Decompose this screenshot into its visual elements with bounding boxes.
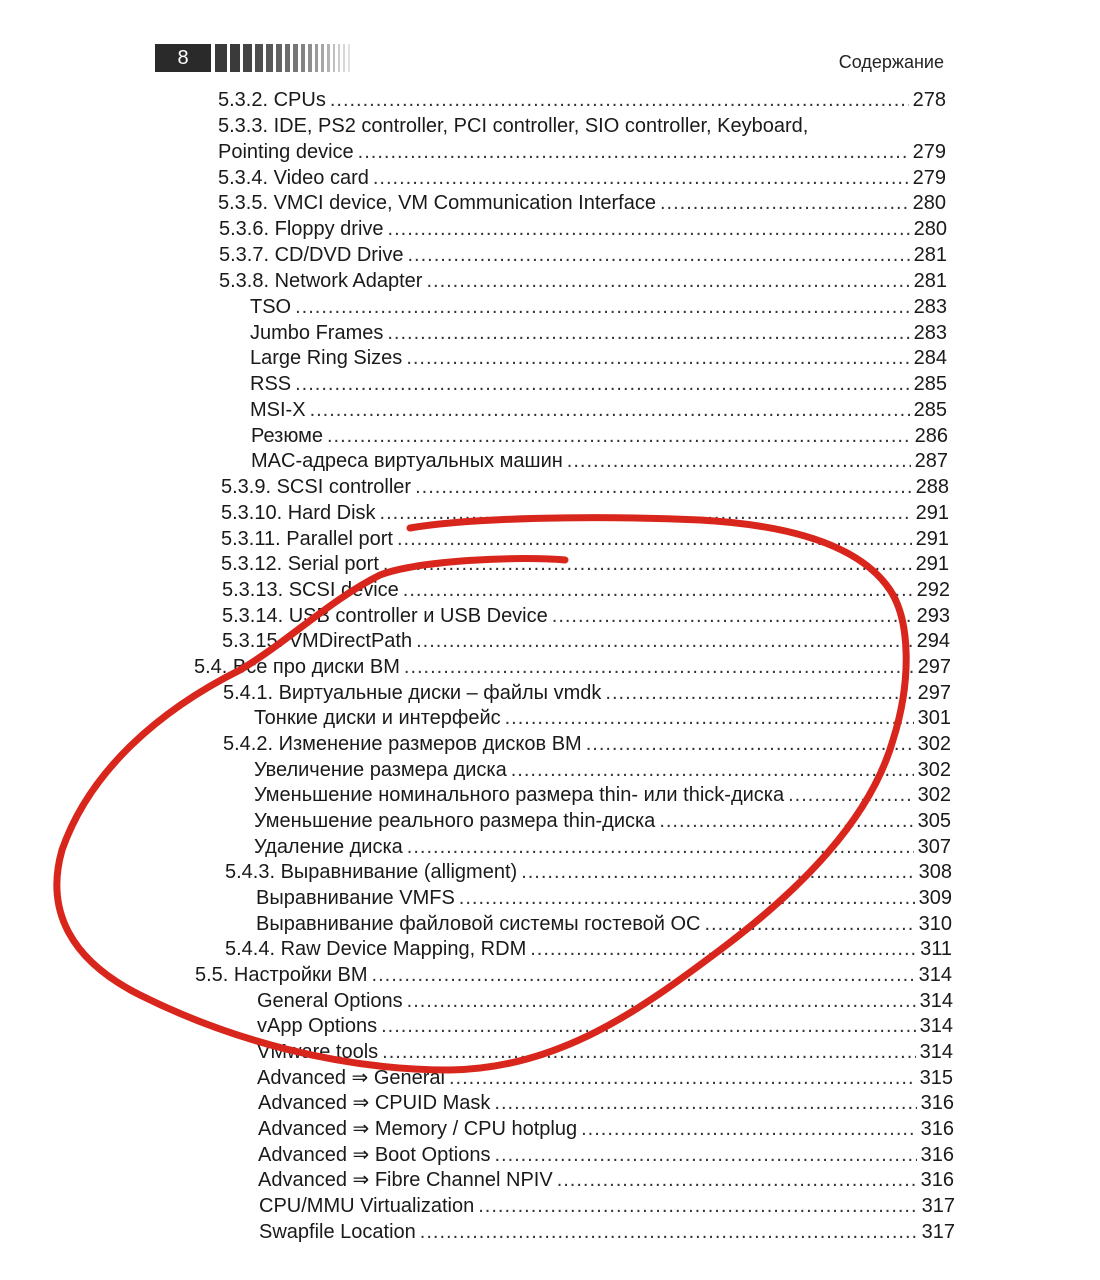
toc-leader-dots [407, 989, 916, 1013]
header-stripe [308, 44, 312, 72]
toc-leader-dots [505, 706, 914, 730]
toc-entry-label: Advanced ⇒ General [257, 1067, 445, 1089]
toc-entry[interactable] [223, 679, 951, 705]
toc-entry-label: 5.3.7. CD/DVD Drive [219, 244, 404, 266]
toc-entry-page: 283 [913, 322, 947, 344]
toc-entry[interactable] [225, 858, 952, 884]
toc-entry-page: 310 [918, 913, 952, 935]
toc-entry[interactable] [256, 884, 952, 910]
toc-entry-label: Large Ring Sizes [250, 347, 403, 369]
header-stripe [343, 44, 345, 72]
toc-entry-label: Выравнивание файловой системы гостевой ОС [256, 913, 701, 935]
toc-leader-dots [382, 1040, 915, 1064]
toc-entry[interactable] [222, 627, 950, 653]
toc-leader-dots [660, 191, 909, 215]
toc-leader-dots [459, 886, 915, 910]
toc-entry-page: 291 [915, 502, 949, 524]
toc-entry-page: 314 [918, 964, 952, 986]
toc-entry-page: 314 [919, 990, 953, 1012]
toc-entry[interactable] [250, 370, 947, 396]
header-stripe [285, 44, 290, 72]
toc-entry-page: 305 [917, 810, 951, 832]
toc-entry-label: 5.3.8. Network Adapter [219, 270, 423, 292]
toc-leader-dots [381, 1014, 916, 1038]
toc-entry-label: Тонкие диски и интерфейс [254, 707, 501, 729]
toc-entry[interactable] [259, 1218, 955, 1244]
toc-leader-dots [404, 655, 914, 679]
toc-leader-dots [416, 629, 913, 653]
toc-leader-dots [557, 1168, 917, 1192]
toc-entry-label: Swapfile Location [259, 1221, 416, 1243]
toc-entry-page: 316 [920, 1118, 954, 1140]
toc-entry[interactable] [251, 422, 948, 448]
header-stripe [348, 44, 350, 72]
toc-entry[interactable] [254, 833, 951, 859]
header-stripe [315, 44, 318, 72]
toc-entry[interactable] [250, 293, 947, 319]
toc-leader-dots [420, 1220, 918, 1244]
toc-entry-label: CPU/MMU Virtualization [259, 1195, 475, 1217]
toc-leader-dots [426, 269, 909, 293]
toc-entry-label: Advanced ⇒ Boot Options [258, 1144, 491, 1166]
toc-entry-label: VMware tools [257, 1041, 379, 1063]
toc-entry-label: 5.4.3. Выравнивание (alligment) [225, 861, 518, 883]
toc-entry[interactable] [221, 525, 949, 551]
toc-entry-label: 5.3.12. Serial port [221, 553, 379, 575]
toc-entry-page: 302 [917, 759, 951, 781]
toc-entry[interactable] [219, 241, 947, 267]
toc-entry-label: Увеличение размера диска [254, 759, 507, 781]
toc-entry-label: 5.3.14. USB controller и USB Device [222, 605, 548, 627]
toc-entry-page: 280 [913, 218, 947, 240]
toc-leader-dots [415, 475, 912, 499]
toc-entry-page: 314 [919, 1015, 953, 1037]
toc-leader-dots [494, 1091, 916, 1115]
toc-entry[interactable] [194, 653, 951, 679]
toc-entry-page: 280 [912, 192, 946, 214]
toc-entry[interactable] [222, 576, 950, 602]
header-stripe [301, 44, 305, 72]
toc-leader-dots [372, 963, 915, 987]
toc-entry[interactable] [218, 164, 946, 190]
toc-entry[interactable] [218, 86, 946, 112]
toc-entry-page: 309 [918, 887, 952, 909]
toc-entry[interactable] [221, 473, 949, 499]
toc-leader-dots [530, 937, 916, 961]
toc-leader-dots [310, 398, 910, 422]
toc-entry[interactable] [254, 756, 951, 782]
toc-entry[interactable] [218, 189, 946, 215]
toc-entry-label: 5.3.10. Hard Disk [221, 502, 376, 524]
toc-entry[interactable] [257, 1012, 953, 1038]
toc-entry[interactable] [219, 267, 947, 293]
toc-entry-page: 302 [917, 784, 951, 806]
toc-entry-label: Уменьшение номинального размера thin- или thick-диска [254, 784, 785, 806]
toc-entry[interactable] [218, 112, 946, 138]
toc-entry[interactable] [251, 447, 948, 473]
toc-entry[interactable] [257, 1038, 953, 1064]
toc-entry[interactable] [257, 1064, 953, 1090]
header-stripe [338, 44, 340, 72]
toc-entry-label: 5.3.9. SCSI controller [221, 476, 412, 498]
toc-entry[interactable] [257, 987, 953, 1013]
toc-entry-label: Advanced ⇒ Fibre Channel NPIV [258, 1169, 553, 1191]
toc-leader-dots [295, 372, 910, 396]
toc-entry[interactable] [254, 781, 951, 807]
toc-entry[interactable] [195, 961, 952, 987]
toc-entry-label: MAC-адреса виртуальных машин [251, 450, 563, 472]
toc-entry-label: vApp Options [257, 1015, 378, 1037]
toc-leader-dots [511, 758, 914, 782]
toc-entry-page: 279 [912, 167, 946, 189]
toc-entry-label: 5.5. Настройки ВМ [195, 964, 368, 986]
toc-entry[interactable] [259, 1192, 955, 1218]
toc-entry-page: 285 [913, 373, 947, 395]
toc-entry-label: 5.3.11. Parallel port [221, 528, 393, 550]
toc-entry-page: 316 [920, 1144, 954, 1166]
toc-entry-label: General Options [257, 990, 403, 1012]
toc-entry[interactable] [218, 138, 946, 164]
toc-entry-page: 317 [921, 1195, 955, 1217]
toc-leader-dots [788, 783, 914, 807]
toc-leader-dots [380, 501, 912, 525]
header-stripe [230, 44, 240, 72]
toc-entry-label: 5.4. Все про диски ВМ [194, 656, 400, 678]
toc-entry[interactable] [258, 1141, 954, 1167]
toc-entry-label: 5.3.2. CPUs [218, 89, 326, 111]
toc-entry[interactable] [221, 499, 949, 525]
toc-leader-dots [397, 527, 912, 551]
toc-entry-page: 316 [920, 1092, 954, 1114]
toc-entry-label: 5.3.4. Video card [218, 167, 369, 189]
toc-entry-page: 285 [913, 399, 947, 421]
toc-entry-page: 281 [913, 244, 947, 266]
toc-entry[interactable] [250, 319, 947, 345]
toc-leader-dots [403, 578, 913, 602]
toc-leader-dots [408, 243, 910, 267]
toc-leader-dots [521, 860, 914, 884]
toc-entry-label: Advanced ⇒ CPUID Mask [258, 1092, 491, 1114]
toc-entry-page: 316 [920, 1169, 954, 1191]
toc-leader-dots [327, 424, 911, 448]
toc-entry-page: 288 [915, 476, 949, 498]
toc-leader-dots [387, 321, 909, 345]
toc-entry-page: 317 [921, 1221, 955, 1243]
toc-entry-page: 301 [917, 707, 951, 729]
header-stripe [276, 44, 282, 72]
toc-leader-dots [295, 295, 910, 319]
toc-entry[interactable] [254, 704, 951, 730]
toc-entry-label: 5.4.2. Изменение размеров дисков ВМ [223, 733, 582, 755]
toc-leader-dots [581, 1117, 917, 1141]
header-stripe [243, 44, 252, 72]
toc-leader-dots [383, 552, 912, 576]
toc-entry-page: 294 [916, 630, 950, 652]
toc-entry[interactable] [258, 1089, 954, 1115]
toc-entry[interactable] [221, 550, 949, 576]
toc-entry[interactable] [254, 807, 951, 833]
toc-entry[interactable] [258, 1115, 954, 1141]
toc-entry-label: TSO [250, 296, 292, 318]
toc-leader-dots [358, 140, 909, 164]
toc-entry-page: 284 [913, 347, 947, 369]
toc-entry-label: Advanced ⇒ Memory / CPU hotplug [258, 1118, 578, 1140]
toc-leader-dots [330, 88, 909, 112]
toc-entry-label: 5.4.4. Raw Device Mapping, RDM [225, 938, 527, 960]
header-stripe [266, 44, 273, 72]
toc-entry[interactable] [256, 910, 952, 936]
header-stripe [321, 44, 324, 72]
toc-entry[interactable] [219, 215, 947, 241]
toc-entry[interactable] [222, 602, 950, 628]
toc-leader-dots [552, 604, 913, 628]
toc-leader-dots [478, 1194, 917, 1218]
header-bar [155, 44, 355, 72]
toc-leader-dots [373, 166, 909, 190]
toc-entry[interactable] [250, 344, 947, 370]
toc-entry-label: Jumbo Frames [250, 322, 384, 344]
toc-entry-page: 291 [915, 553, 949, 575]
toc-leader-dots [704, 912, 914, 936]
toc-entry[interactable] [223, 730, 951, 756]
toc-entry-page: 311 [920, 938, 952, 960]
toc-entry-label: RSS [250, 373, 292, 395]
toc-entry-label: Уменьшение реального размера thin-диска [254, 810, 656, 832]
toc-leader-dots [449, 1066, 916, 1090]
header-stripe [333, 44, 335, 72]
toc-leader-dots [659, 809, 913, 833]
header-stripe [327, 44, 330, 72]
toc-entry[interactable] [258, 1166, 954, 1192]
toc-entry-page: 297 [917, 656, 951, 678]
toc-leader-dots [567, 449, 911, 473]
page-number: 8 [155, 44, 211, 72]
toc-entry[interactable] [250, 396, 947, 422]
toc-entry-label: 5.4.1. Виртуальные диски – файлы vmdk [223, 682, 602, 704]
toc-entry-page: 278 [912, 89, 946, 111]
toc-entry[interactable] [225, 935, 952, 961]
toc-entry-page: 287 [914, 450, 948, 472]
toc-entry-label: 5.3.5. VMCI device, VM Communication Interface [218, 192, 656, 214]
toc-entry-page: 314 [919, 1041, 953, 1063]
header-stripe [215, 44, 227, 72]
toc-entry-page: 283 [913, 296, 947, 318]
toc-leader-dots [407, 835, 914, 859]
header-stripe [293, 44, 298, 72]
toc-entry-page: 293 [916, 605, 950, 627]
toc-leader-dots [406, 346, 909, 370]
section-title: Содержание [838, 52, 944, 72]
toc-entry-page: 315 [919, 1067, 953, 1089]
toc-entry-label: MSI-X [250, 399, 306, 421]
header-stripe [255, 44, 263, 72]
toc-leader-dots [586, 732, 914, 756]
toc-entry-page: 307 [917, 836, 951, 858]
toc-leader-dots [388, 217, 910, 241]
toc-entry-page: 279 [912, 141, 946, 163]
toc-entry-page: 302 [917, 733, 951, 755]
toc-leader-dots [494, 1143, 916, 1167]
toc-entry-label: 5.3.13. SCSI device [222, 579, 399, 601]
toc-entry-page: 297 [917, 682, 951, 704]
toc-entry-label: Выравнивание VMFS [256, 887, 455, 909]
toc-entry-page: 292 [916, 579, 950, 601]
toc-entry-label: 5.3.3. IDE, PS2 controller, PCI controller, SIO controller, Keyboard, [218, 115, 809, 137]
toc-entry-page: 286 [914, 425, 948, 447]
toc-entry-label: Резюме [251, 425, 323, 447]
toc-entry-page: 291 [915, 528, 949, 550]
toc-entry-label: 5.3.6. Floppy drive [219, 218, 384, 240]
toc-entry-label: Удаление диска [254, 836, 403, 858]
toc-entry-label: Pointing device [218, 141, 354, 163]
toc-entry-page: 281 [913, 270, 947, 292]
toc-entry-page: 308 [918, 861, 952, 883]
toc-leader-dots [605, 681, 913, 705]
toc-entry-label: 5.3.15. VMDirectPath [222, 630, 413, 652]
